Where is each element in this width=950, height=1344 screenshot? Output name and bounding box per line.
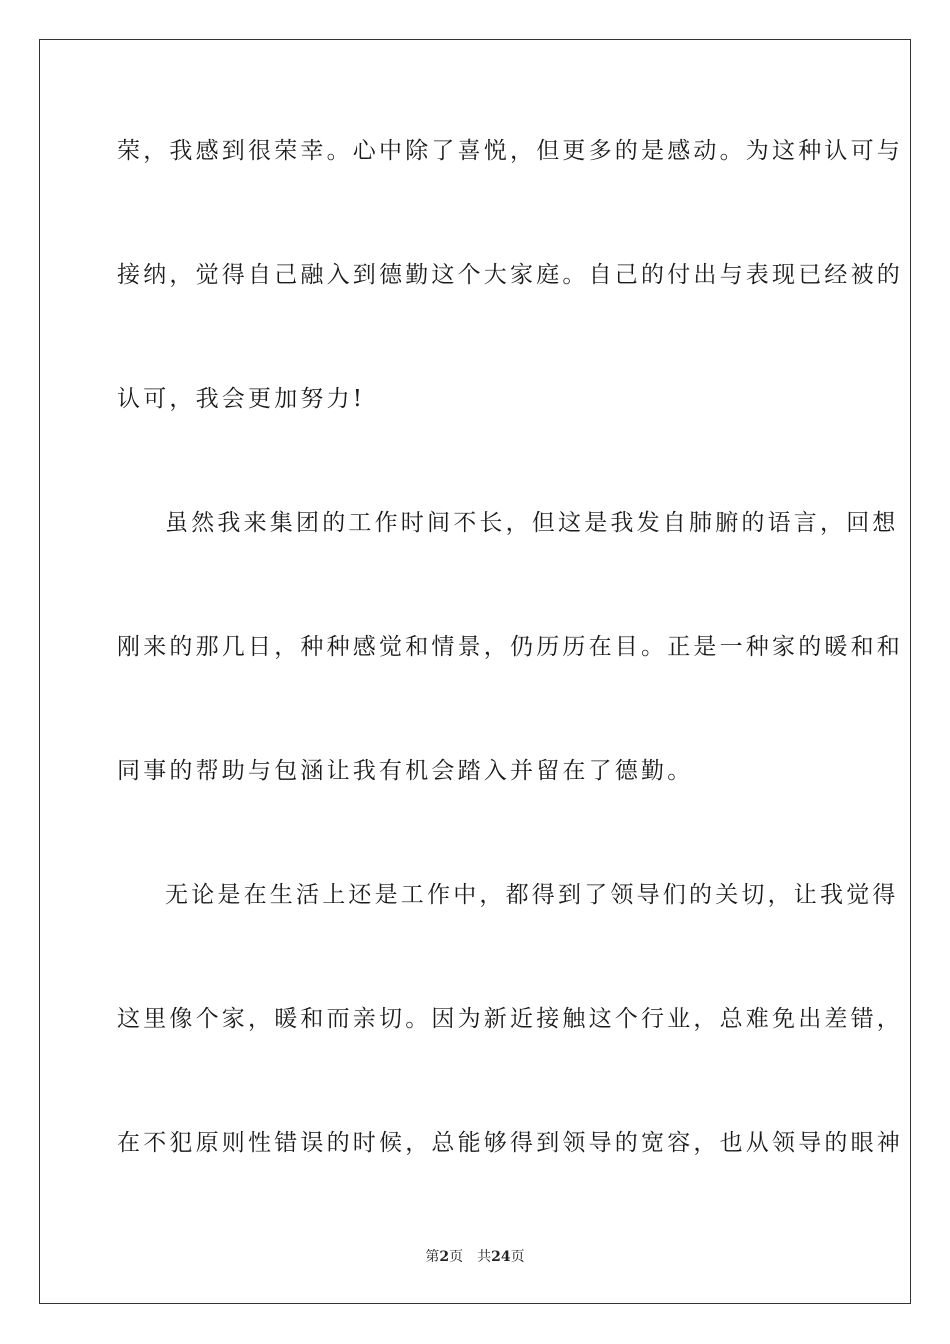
total-pages: 24 <box>491 1249 511 1265</box>
page-number: 2 <box>439 1249 450 1265</box>
paragraph-3-line-1: 无论是在生活上还是工作中，都得到了领导们的关切，让我觉得 <box>165 882 899 908</box>
page-border <box>39 39 911 1304</box>
text-line-1: 荣，我感到很荣幸。心中除了喜悦，但更多的是感动。为这种认可与 <box>117 138 903 164</box>
page-prefix: 第 <box>425 1249 440 1265</box>
paragraph-3-line-3: 在不犯原则性错误的时候，总能够得到领导的宽容，也从领导的眼神 <box>117 1130 903 1156</box>
paragraph-2-line-1: 虽然我来集团的工作时间不长，但这是我发自肺腑的语言，回想 <box>165 510 899 536</box>
page-suffix: 页 <box>449 1249 464 1265</box>
total-prefix: 共 <box>477 1249 492 1265</box>
paragraph-2-line-3: 同事的帮助与包涵让我有机会踏入并留在了德勤。 <box>117 758 694 784</box>
page-footer <box>0 1247 950 1267</box>
total-suffix: 页 <box>510 1249 525 1265</box>
text-line-3: 认可，我会更加努力! <box>117 386 366 412</box>
text-line-2: 接纳，觉得自己融入到德勤这个大家庭。自己的付出与表现已经被的 <box>117 262 903 288</box>
paragraph-2-line-2: 刚来的那几日，种种感觉和情景，仍历历在目。正是一种家的暖和和 <box>117 634 903 660</box>
paragraph-3-line-2: 这里像个家，暖和而亲切。因为新近接触这个行业，总难免出差错， <box>117 1006 903 1032</box>
